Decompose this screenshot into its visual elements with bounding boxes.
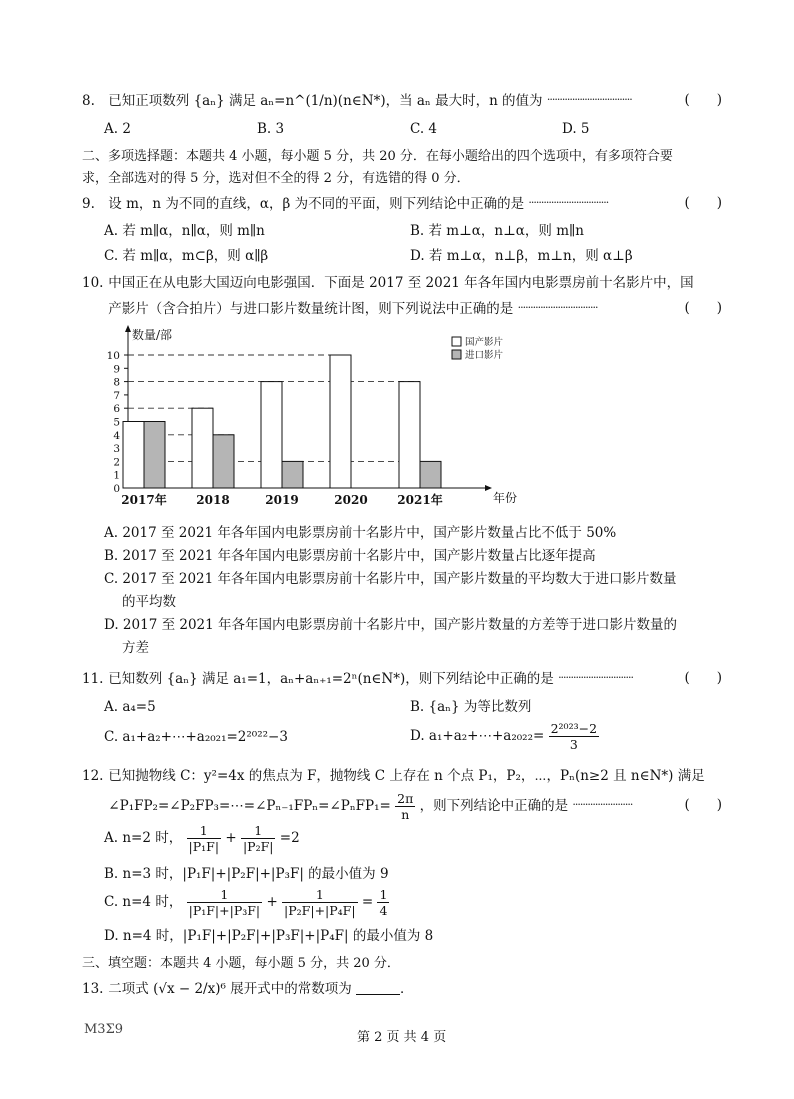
q11-option-d: D. a₁+a₂+⋯+a₂₀₂₂= $\frac{\text{2²⁰²³−2}}{3}$ [410, 721, 598, 752]
question-8 [82, 90, 722, 111]
q9-option-a: A. 若 m∥α，n∥α，则 m∥n [104, 223, 265, 239]
footer-code: M3Σ9 [84, 1022, 124, 1037]
q8-option-d: D. 5 [562, 121, 590, 137]
bar-chart [100, 322, 530, 507]
leader-dots: ································ [528, 196, 609, 209]
q8-option-b: B. 3 [257, 121, 285, 137]
answer-paren: ( ) [684, 195, 722, 211]
q12-option-a: A. n=2 时， $\frac{1}{\text{|P₁F|}}$ + $\frac{1}{\text{|P₂F|}}$ =2 [104, 823, 300, 854]
bar-domestic [261, 382, 282, 488]
fraction: $\frac{2\pi}{n}$ [397, 791, 414, 822]
page-number: 第 2 页 共 4 页 [357, 1030, 447, 1045]
binomial-expression: (√x − 2/x)⁶ [153, 981, 226, 997]
bar-imported [420, 461, 441, 488]
section-line: 求，全部选对的得 5 分，选对但不全的得 2 分，有选错的得 0 分． [82, 171, 470, 186]
q11-option-a: A. a₄=5 [104, 699, 156, 715]
question-13: 13. 二项式 (√x − 2/x)⁶ 展开式中的常数项为 ． [82, 981, 414, 997]
y-tick-label: 6 [113, 403, 120, 416]
bar-domestic [192, 408, 213, 488]
y-tick-label: 2 [113, 456, 120, 469]
q10-option-d: D. 2017 至 2021 年各年国内电影票房前十名影片中，国产影片数量的方差等于进口影片数量的 [104, 617, 678, 633]
question-10 [82, 273, 722, 293]
y-tick-label: 7 [113, 389, 120, 402]
leader-dots: ································ [517, 301, 598, 314]
y-tick-label: 3 [113, 443, 120, 456]
q11-option-b: B. {aₙ} 为等比数列 [410, 699, 532, 715]
fraction: $\frac{1}{\text{|P₁F|+|P₃F|}}$ [188, 887, 261, 918]
answer-blank[interactable] [356, 982, 400, 995]
y-tick-label: 0 [113, 483, 120, 495]
legend-label: 进口影片 [465, 350, 504, 361]
question-stem: 中国正在从电影大国迈向电影强国．下面是 2017 至 2021 年各年国内电影票房前十名影片中，国 [108, 275, 694, 291]
y-tick-label: 8 [113, 376, 120, 389]
q12-option-b: B. n=3 时，|P₁F|+|P₂F|+|P₃F| 的最小值为 9 [104, 866, 389, 882]
question-11 [82, 668, 722, 689]
q10-option-c: C. 2017 至 2021 年各年国内电影票房前十名影片中，国产影片数量的平均数大于进口影片数量 [104, 571, 677, 587]
answer-paren: ( ) [684, 797, 722, 813]
question-number: 11. [82, 671, 104, 687]
question-number: 10. [82, 275, 104, 291]
question-number: 13. [82, 981, 104, 997]
category-label: 2020 [334, 493, 368, 507]
leader-dots: ·································· [546, 93, 632, 106]
q8-option-a: A. 2 [104, 121, 131, 137]
x-axis-arrow [485, 485, 492, 491]
y-tick-label: 10 [106, 350, 120, 362]
q9-option-c: C. 若 m∥α，m⊂β，则 α∥β [104, 248, 269, 264]
x-axis-label: 年份 [493, 491, 518, 505]
question-stem: 已知正项数列 {aₙ} 满足 aₙ=n^(1/n)(n∈N*)，当 aₙ 最大时，n 的值为 [108, 93, 543, 109]
answer-paren: ( ) [684, 92, 722, 108]
y-tick-label: 4 [113, 429, 120, 442]
leader-dots: ······························ [558, 671, 633, 684]
fraction: $\frac{1}{4}$ [379, 887, 388, 918]
q10-option-d-cont: 方差 [122, 640, 149, 656]
q11-option-c: C. a₁+a₂+⋯+a₂₀₂₁=2²⁰²²−3 [104, 729, 288, 745]
section-header-2 [82, 146, 722, 190]
fraction: $\frac{1}{\text{|P₂F|+|P₄F|}}$ [284, 887, 356, 918]
bar-domestic [399, 382, 420, 488]
answer-paren: ( ) [684, 670, 722, 686]
y-tick-label: 1 [113, 469, 120, 482]
y-tick-label: 9 [113, 363, 120, 376]
question-stem: 设 m，n 为不同的直线，α，β 为不同的平面，则下列结论中正确的是 [108, 196, 525, 212]
bar-imported [282, 461, 303, 488]
legend-swatch [452, 350, 461, 359]
y-tick-label: 5 [113, 416, 120, 429]
leader-dots: ························ [572, 798, 633, 811]
bar-domestic [330, 355, 351, 488]
q10-option-a: A. 2017 至 2021 年各年国内电影票房前十名影片中，国产影片数量占比不低于 50% [104, 525, 617, 541]
q10-option-b: B. 2017 至 2021 年各年国内电影票房前十名影片中，国产影片数量占比逐年提高 [104, 548, 596, 564]
question-number: 8. [82, 93, 95, 109]
bar-imported [144, 422, 165, 489]
q8-option-c: C. 4 [410, 121, 438, 137]
q12-option-d: D. n=4 时，|P₁F|+|P₂F|+|P₃F|+|P₄F| 的最小值为 8 [104, 928, 434, 944]
y-axis-label: 数量/部 [132, 328, 173, 342]
question-number: 12. [82, 768, 104, 784]
question-stem: 已知数列 {aₙ} 满足 a₁=1，aₙ+aₙ₊₁=2ⁿ(n∈N*)，则下列结论中正确的是 [108, 671, 554, 687]
section-header-3: 三、填空题：本题共 4 小题，每小题 5 分，共 20 分． [82, 956, 400, 971]
fraction: $\frac{1}{\text{|P₂F|}}$ [242, 823, 274, 854]
y-axis-arrow [125, 325, 131, 332]
q12-option-c: C. n=4 时， $\frac{1}{\text{|P₁F|+|P₃F|}}$ + $\frac{1}{\text{|P₂F|+|P₄F|}}$ = $\frac{1}{4}$ [104, 887, 388, 918]
category-label: 2017年 [121, 493, 167, 507]
question-9 [82, 193, 722, 214]
q10-option-c-cont: 的平均数 [122, 594, 176, 610]
question-number: 9. [82, 196, 95, 212]
fraction: $\frac{1}{\text{|P₁F|}}$ [188, 823, 220, 854]
question-stem: 已知抛物线 C：y²=4x 的焦点为 F，抛物线 C 上存在 n 个点 P₁，P₂，⋯，Pₙ(n≥2 且 n∈N*) 满足 [108, 768, 705, 784]
answer-paren: ( ) [684, 300, 722, 316]
category-label: 2018 [196, 493, 230, 507]
bar-domestic [123, 422, 144, 489]
question-12-line2: ∠P₁FP₂=∠P₂FP₃=⋯=∠Pₙ₋₁FPₙ=∠PₙFP₁= $\frac{2\pi}{n}$ ，则下列结论中正确的是 ························ ( ) [82, 787, 722, 824]
legend-label: 国产影片 [465, 337, 504, 348]
fraction: $\frac{\text{2²⁰²³−2}}{3}$ [550, 721, 598, 752]
category-label: 2019 [265, 493, 299, 507]
legend-swatch [452, 337, 461, 346]
category-label: 2021年 [397, 493, 443, 507]
bar-imported [213, 435, 234, 488]
question-10-line2 [82, 298, 722, 319]
q9-option-d: D. 若 m⊥α，n⊥β，m⊥n，则 α⊥β [410, 248, 633, 264]
question-stem: 产影片（含合拍片）与进口影片数量统计图，则下列说法中正确的是 [108, 301, 514, 317]
q9-option-b: B. 若 m⊥α，n⊥α，则 m∥n [410, 223, 584, 239]
section-line: 二、多项选择题：本题共 4 小题，每小题 5 分，共 20 分．在每小题给出的四个选项中，有多项符合要 [82, 149, 673, 164]
question-12 [82, 766, 722, 786]
